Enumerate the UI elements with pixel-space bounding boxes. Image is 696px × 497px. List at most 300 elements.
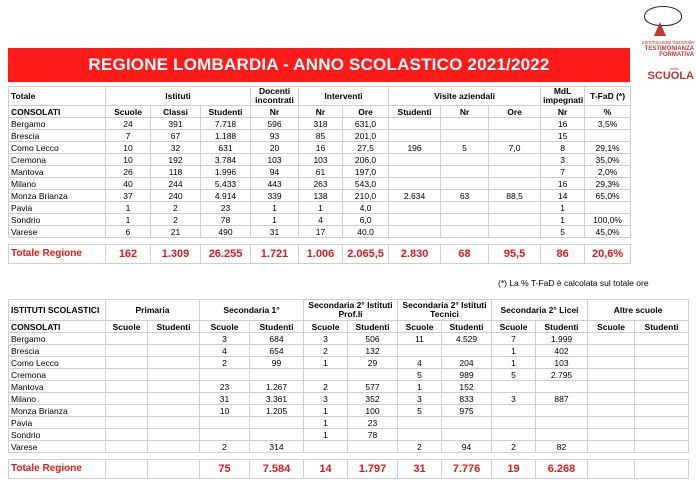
table-cell: 94 — [442, 441, 492, 453]
table-cell: 192 — [151, 154, 201, 166]
consolato-name: Sondrio — [9, 214, 106, 226]
total-cell: 2.065,5 — [343, 245, 389, 264]
table-cell: 5 — [441, 142, 489, 154]
table-cell — [489, 178, 541, 190]
total-cell: 26.255 — [201, 245, 251, 264]
table-cell — [635, 369, 689, 381]
table-cell: 16 — [541, 178, 585, 190]
head-silhouette-icon — [644, 6, 682, 26]
table-cell — [106, 393, 148, 405]
table-cell: 1.999 — [536, 333, 588, 345]
spacer-cell — [9, 453, 689, 460]
table-cell — [398, 429, 442, 441]
table-cell — [441, 202, 489, 214]
table-cell: 10 — [106, 154, 151, 166]
table-cell: 989 — [442, 369, 492, 381]
table-row — [9, 214, 631, 226]
table-cell: 244 — [151, 178, 201, 190]
table-cell — [489, 202, 541, 214]
table-cell: 887 — [536, 393, 588, 405]
table-cell: 82 — [536, 441, 588, 453]
table-row — [9, 441, 689, 453]
table-cell: 654 — [250, 345, 304, 357]
table-cell — [441, 130, 489, 142]
table-cell: 7 — [541, 166, 585, 178]
table-cell: 2.634 — [389, 190, 441, 202]
table-cell: 7 — [106, 130, 151, 142]
table-cell — [389, 130, 441, 142]
table-cell — [441, 154, 489, 166]
table-cell: 21 — [151, 226, 201, 238]
table-cell — [489, 214, 541, 226]
table-cell: 3 — [492, 393, 536, 405]
consolato-name: Cremona — [9, 154, 106, 166]
table-cell — [389, 214, 441, 226]
total-cell: 7.584 — [250, 460, 304, 479]
table-cell: 1 — [304, 417, 348, 429]
table-row — [9, 357, 689, 369]
table-cell — [635, 381, 689, 393]
total-cell: 1.721 — [251, 245, 299, 264]
table-cell: 263 — [299, 178, 343, 190]
table-cell: 1 — [106, 214, 151, 226]
table-cell — [200, 369, 250, 381]
table-cell: 11 — [398, 333, 442, 345]
table-cell: 443 — [251, 178, 299, 190]
table-cell: 23 — [348, 417, 398, 429]
total-cell: 1.797 — [348, 460, 398, 479]
table-cell: 1 — [304, 405, 348, 417]
table-cell — [635, 357, 689, 369]
table-cell — [389, 178, 441, 190]
table-cell: 67 — [151, 130, 201, 142]
total-cell: 1.006 — [299, 245, 343, 264]
table-cell: 4 — [299, 214, 343, 226]
table-row — [9, 166, 631, 178]
table-cell — [588, 441, 635, 453]
table-cell — [389, 202, 441, 214]
table-cell: 16 — [541, 118, 585, 130]
total-cell: 20,6% — [585, 245, 631, 264]
table-cell: 100 — [348, 405, 398, 417]
table-cell — [635, 393, 689, 405]
table-cell: 2 — [151, 214, 201, 226]
table-cell: 2,0% — [585, 166, 631, 178]
table2-header-row-2: CONSOLATI Scuole Studenti Scuole Studenti Scuole Studenti Scuole Studenti Scuole Studenti Scuole Studenti — [9, 321, 689, 333]
table-cell: 2 — [304, 345, 348, 357]
table-cell: 1.267 — [250, 381, 304, 393]
table-row — [9, 202, 631, 214]
table-cell — [489, 166, 541, 178]
table-cell — [106, 333, 148, 345]
table-cell: 240 — [151, 190, 201, 202]
table-cell: 7.718 — [201, 118, 251, 130]
total-cell — [588, 460, 635, 479]
table-cell — [489, 154, 541, 166]
table-cell — [536, 429, 588, 441]
table-cell — [441, 214, 489, 226]
total-cell — [635, 460, 689, 479]
table-cell: 577 — [348, 381, 398, 393]
table-cell: 1 — [541, 214, 585, 226]
table-cell: 402 — [536, 345, 588, 357]
consolato-name: Pavia — [9, 202, 106, 214]
table-cell — [106, 441, 148, 453]
table-cell — [588, 381, 635, 393]
table-cell — [148, 333, 200, 345]
table-cell: 17 — [299, 226, 343, 238]
table-cell: 61 — [299, 166, 343, 178]
table-cell: 103 — [536, 357, 588, 369]
total-cell: 7.776 — [442, 460, 492, 479]
table-cell — [492, 381, 536, 393]
table-cell: 391 — [151, 118, 201, 130]
table-cell — [588, 333, 635, 345]
table-cell: 1 — [251, 202, 299, 214]
table-cell: 31 — [251, 226, 299, 238]
table-cell: 94 — [251, 166, 299, 178]
table-cell: 631 — [201, 142, 251, 154]
table-cell: 3 — [200, 333, 250, 345]
table-cell: 40,0 — [343, 226, 389, 238]
table-cell — [148, 369, 200, 381]
consolato-name: Como Lecco — [9, 357, 106, 369]
table-cell: 65,0% — [585, 190, 631, 202]
table-row — [9, 381, 689, 393]
spacer-cell — [9, 238, 631, 245]
table2-header-row-1: ISTITUTI SCOLASTICI Primaria Secondaria 1° Secondaria 2° Istituti Prof.li Secondaria 2° Istituti Tecnici Secondaria 2° Licei Altre scuole — [9, 300, 689, 321]
table-cell: 5 — [398, 369, 442, 381]
table-cell: 5 — [541, 226, 585, 238]
consolato-name: Milano — [9, 178, 106, 190]
table-cell: 596 — [251, 118, 299, 130]
table-cell: 5 — [492, 369, 536, 381]
table-cell — [635, 405, 689, 417]
table-cell: 78 — [348, 429, 398, 441]
table-cell: 100,0% — [585, 214, 631, 226]
consolato-name: Brescia — [9, 345, 106, 357]
total-cell: 68 — [441, 245, 489, 264]
table-cell: 1.205 — [250, 405, 304, 417]
table-cell: 88,5 — [489, 190, 541, 202]
table-cell: 7 — [492, 333, 536, 345]
table-cell: 6 — [106, 226, 151, 238]
table-cell — [635, 345, 689, 357]
table-row — [9, 345, 689, 357]
table-cell — [588, 393, 635, 405]
table-cell: 1 — [304, 429, 348, 441]
table-cell: 5.433 — [201, 178, 251, 190]
table-cell — [250, 417, 304, 429]
table-cell: 1 — [492, 357, 536, 369]
table-cell — [148, 381, 200, 393]
table-cell: 206,0 — [343, 154, 389, 166]
logo-nella: nella — [670, 66, 679, 71]
table-cell: 29 — [348, 357, 398, 369]
table-cell — [492, 429, 536, 441]
table-cell: 3,5% — [585, 118, 631, 130]
table-cell — [635, 429, 689, 441]
table-cell: 3 — [304, 393, 348, 405]
table-cell: 3 — [304, 333, 348, 345]
table-cell — [348, 441, 398, 453]
table-cell: 118 — [151, 166, 201, 178]
table-row — [9, 405, 689, 417]
table-cell — [106, 381, 148, 393]
consolato-name: Bergamo — [9, 333, 106, 345]
table-row — [9, 130, 631, 142]
table-cell: 93 — [251, 130, 299, 142]
consolato-name: Mantova — [9, 381, 106, 393]
total-label: Totale Regione — [9, 245, 106, 264]
table-row — [9, 190, 631, 202]
table-cell: 318 — [299, 118, 343, 130]
table-cell: 27,5 — [343, 142, 389, 154]
table-cell: 352 — [348, 393, 398, 405]
table-cell: 2 — [398, 441, 442, 453]
table-cell: 24 — [106, 118, 151, 130]
table-cell — [106, 417, 148, 429]
table-cell — [442, 417, 492, 429]
table-cell: 103 — [251, 154, 299, 166]
table-cell: 37 — [106, 190, 151, 202]
table-cell: 490 — [201, 226, 251, 238]
table-cell: 210,0 — [343, 190, 389, 202]
total-cell: 162 — [106, 245, 151, 264]
table-cell — [489, 130, 541, 142]
table-row — [9, 393, 689, 405]
table-cell — [389, 154, 441, 166]
consolato-name: Varese — [9, 226, 106, 238]
total-cell — [148, 460, 200, 479]
table-cell: 2 — [304, 381, 348, 393]
table-cell — [148, 345, 200, 357]
table-cell — [398, 345, 442, 357]
table-cell: 3.784 — [201, 154, 251, 166]
table-cell: 78 — [201, 214, 251, 226]
table-cell: 7,0 — [489, 142, 541, 154]
table-cell — [200, 429, 250, 441]
table-cell: 1.188 — [201, 130, 251, 142]
consolato-name: Cremona — [9, 369, 106, 381]
table-cell — [441, 118, 489, 130]
table-cell — [304, 369, 348, 381]
total-cell: 75 — [200, 460, 250, 479]
table-cell: 1 — [106, 202, 151, 214]
table-cell: 1 — [251, 214, 299, 226]
table-cell: 32 — [151, 142, 201, 154]
table-cell — [536, 381, 588, 393]
istituti-table — [8, 299, 689, 479]
table-cell: 201,0 — [343, 130, 389, 142]
table-cell: 8 — [541, 142, 585, 154]
total-row — [9, 245, 631, 264]
table-cell: 204 — [442, 357, 492, 369]
table-cell — [389, 166, 441, 178]
table-cell: 23 — [201, 202, 251, 214]
total-label: Totale Regione — [9, 460, 106, 479]
table-cell — [588, 417, 635, 429]
table-cell: 29,1% — [585, 142, 631, 154]
table-row — [9, 142, 631, 154]
table-cell — [635, 441, 689, 453]
table-cell — [106, 345, 148, 357]
table-cell — [106, 405, 148, 417]
table-cell: 506 — [348, 333, 398, 345]
table-cell — [536, 405, 588, 417]
table-cell: 684 — [250, 333, 304, 345]
total-cell: 14 — [304, 460, 348, 479]
table-cell — [348, 369, 398, 381]
table-cell: 2 — [492, 441, 536, 453]
table-cell: 543,0 — [343, 178, 389, 190]
table-cell: 63 — [441, 190, 489, 202]
total-cell: 31 — [398, 460, 442, 479]
table-cell: 40 — [106, 178, 151, 190]
table-cell — [492, 417, 536, 429]
consolato-name: Milano — [9, 393, 106, 405]
table1-header-row-1: Totale Istituti Docenti incontrati Interventi Visite aziendali MdL impegnati T-FaD (*) — [9, 87, 631, 106]
table-cell: 4 — [398, 357, 442, 369]
table-cell — [148, 417, 200, 429]
table-cell: 196 — [389, 142, 441, 154]
total-cell: 1.309 — [151, 245, 201, 264]
table-row — [9, 429, 689, 441]
table-cell: 314 — [250, 441, 304, 453]
table-cell: 16 — [299, 142, 343, 154]
table-cell — [442, 345, 492, 357]
table-cell — [588, 369, 635, 381]
table-cell — [106, 357, 148, 369]
table-cell — [492, 405, 536, 417]
total-cell: 19 — [492, 460, 536, 479]
table-cell: 631,0 — [343, 118, 389, 130]
table-row — [9, 226, 631, 238]
consolato-name: Monza Brianza — [9, 190, 106, 202]
total-cell: 2.830 — [389, 245, 441, 264]
table-cell — [441, 226, 489, 238]
table-cell — [200, 417, 250, 429]
table-row — [9, 417, 689, 429]
consolato-name: Bergamo — [9, 118, 106, 130]
table-cell — [635, 333, 689, 345]
total-cell: 6.268 — [536, 460, 588, 479]
table-cell — [585, 202, 631, 214]
table-cell: 1 — [299, 202, 343, 214]
table-cell — [489, 118, 541, 130]
table-row — [9, 369, 689, 381]
table-cell — [106, 369, 148, 381]
table-cell: 20 — [251, 142, 299, 154]
table-cell: 10 — [200, 405, 250, 417]
table-cell: 4 — [200, 345, 250, 357]
table-row — [9, 154, 631, 166]
consolato-name: Brescia — [9, 130, 106, 142]
table-cell: 1 — [398, 381, 442, 393]
table-cell: 4.914 — [201, 190, 251, 202]
table-cell: 99 — [250, 357, 304, 369]
table-cell — [148, 429, 200, 441]
table-cell — [441, 166, 489, 178]
table-cell: 2.795 — [536, 369, 588, 381]
consolato-name: Sondrio — [9, 429, 106, 441]
table-row — [9, 178, 631, 190]
table-cell: 4,0 — [343, 202, 389, 214]
spacer-row — [9, 453, 689, 460]
total-cell — [106, 460, 148, 479]
table-cell: 23 — [200, 381, 250, 393]
table-cell: 2 — [151, 202, 201, 214]
table-cell: 29,3% — [585, 178, 631, 190]
table-cell — [442, 429, 492, 441]
table-cell: 14 — [541, 190, 585, 202]
table-cell — [588, 345, 635, 357]
table-row — [9, 333, 689, 345]
table-cell: 5 — [398, 405, 442, 417]
total-row — [9, 460, 689, 479]
table-cell — [106, 429, 148, 441]
table-cell: 45,0% — [585, 226, 631, 238]
table-cell: 132 — [348, 345, 398, 357]
logo — [640, 4, 694, 84]
table-cell — [635, 417, 689, 429]
consolati-table — [8, 86, 631, 264]
table-cell: 4.529 — [442, 333, 492, 345]
logo-scuola: SCUOLA — [647, 70, 694, 82]
consolato-name: Varese — [9, 441, 106, 453]
table-cell — [588, 357, 635, 369]
table-cell: 26 — [106, 166, 151, 178]
table-row — [9, 118, 631, 130]
table-cell: 1 — [541, 202, 585, 214]
table1-header-row-2: CONSOLATI Scuole Classi Studenti Nr Nr Ore Studenti Nr Ore Nr % — [9, 106, 631, 118]
consolato-name: Pavia — [9, 417, 106, 429]
table-cell: 6,0 — [343, 214, 389, 226]
table-cell — [441, 178, 489, 190]
table-cell: 1 — [304, 357, 348, 369]
table-cell — [398, 417, 442, 429]
total-cell: 86 — [541, 245, 585, 264]
table-cell: 3 — [541, 154, 585, 166]
page-title: REGIONE LOMBARDIA - ANNO SCOLASTICO 2021/2022 — [8, 48, 630, 82]
total-cell: 95,5 — [489, 245, 541, 264]
table-cell — [250, 369, 304, 381]
table-cell: 85 — [299, 130, 343, 142]
table-cell — [489, 226, 541, 238]
table-cell: 15 — [541, 130, 585, 142]
table-cell: 2 — [200, 357, 250, 369]
table-cell — [588, 405, 635, 417]
table-cell: 3.361 — [250, 393, 304, 405]
table-cell: 339 — [251, 190, 299, 202]
table-cell — [536, 417, 588, 429]
table-cell — [250, 429, 304, 441]
table-cell: 2 — [200, 441, 250, 453]
table-cell: 10 — [106, 142, 151, 154]
table-cell: 975 — [442, 405, 492, 417]
table-cell — [304, 441, 348, 453]
table-cell — [585, 130, 631, 142]
table-cell: 103 — [299, 154, 343, 166]
table-cell: 1.996 — [201, 166, 251, 178]
table-cell — [148, 441, 200, 453]
table-cell: 833 — [442, 393, 492, 405]
table-cell: 3 — [398, 393, 442, 405]
table-cell — [148, 405, 200, 417]
table-cell: 138 — [299, 190, 343, 202]
table-cell: 152 — [442, 381, 492, 393]
tfad-footnote: (*) La % T-FaD è calcolata sul totale ore — [498, 278, 649, 288]
